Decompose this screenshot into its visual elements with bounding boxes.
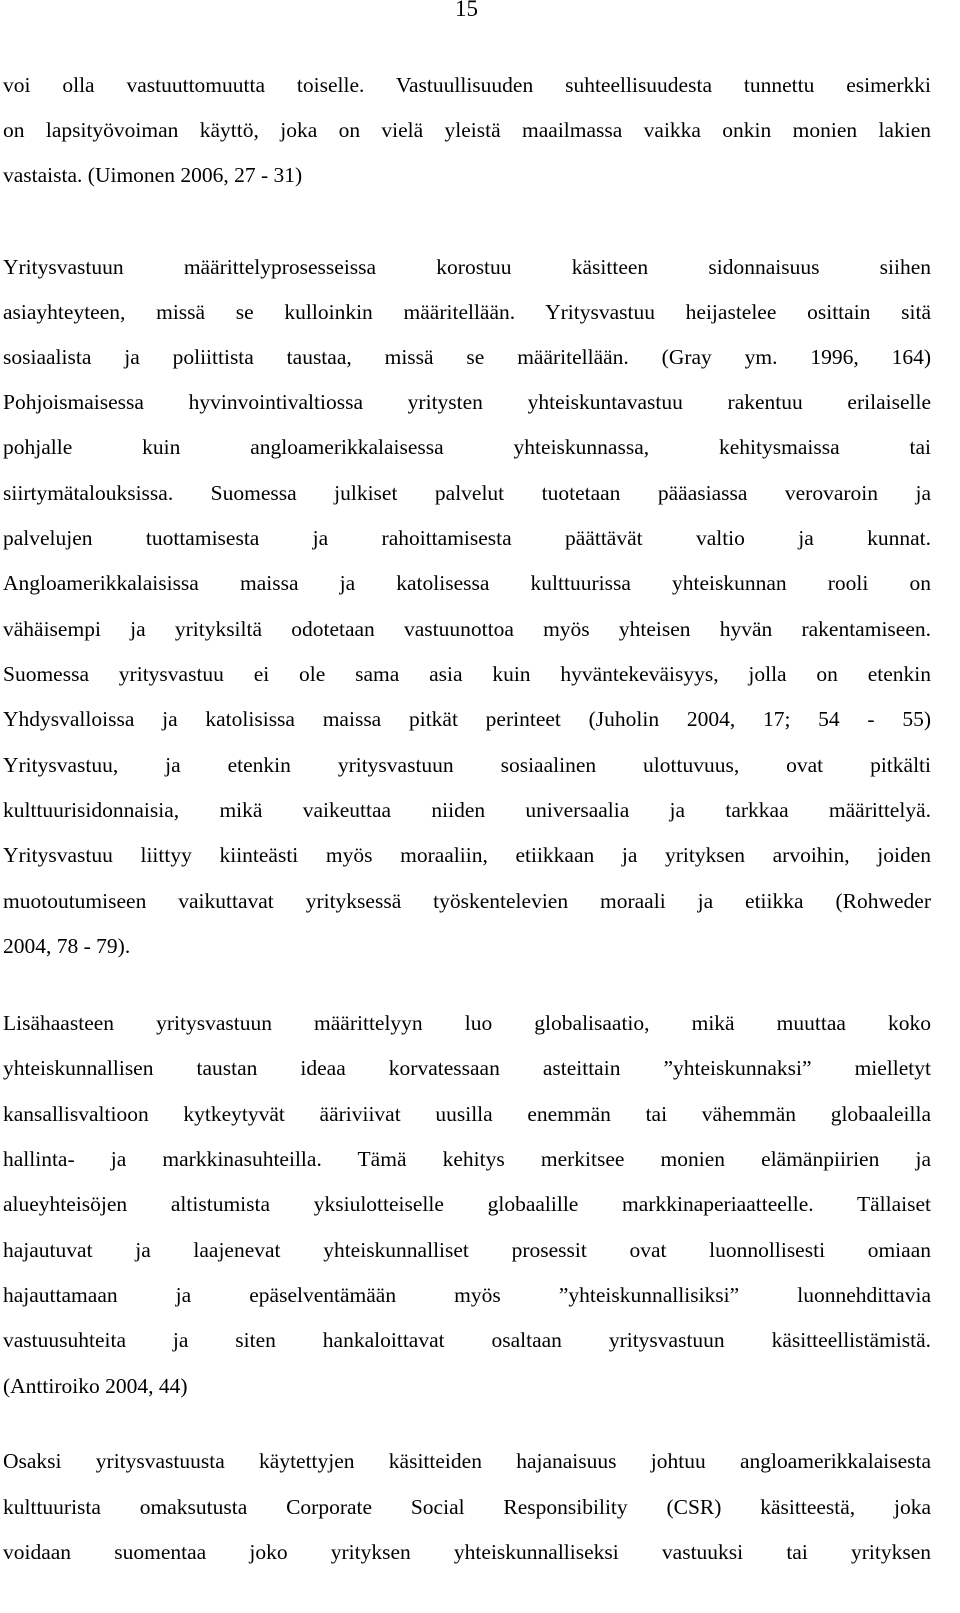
paragraph-2-line-7: palvelujen tuottamisesta ja rahoittamisesta päättävät valtio ja kunnat. — [3, 526, 931, 550]
paragraph-2-line-15: muotoutumiseen vaikuttavat yrityksessä työskentelevien moraali ja etiikka (Rohweder — [3, 889, 931, 913]
paragraph-3-line-2: yhteiskunnallisen taustan ideaa korvatessaan asteittain ”yhteiskunnaksi” mielletyt — [3, 1056, 931, 1080]
paragraph-2-line-12: Yritysvastuu, ja etenkin yritysvastuun sosiaalinen ulottuvuus, ovat pitkälti — [3, 753, 931, 777]
paragraph-2-line-11: Yhdysvalloissa ja katolisissa maissa pitkät perinteet (Juholin 2004, 17; 54 - 55) — [3, 707, 931, 731]
paragraph-3-line-3: kansallisvaltioon kytkeytyvät ääriviivat uusilla enemmän tai vähemmän globaaleilla — [3, 1102, 931, 1126]
paragraph-2-line-2: asiayhteyteen, missä se kulloinkin määritellään. Yritysvastuu heijastelee osittain sitä — [3, 300, 931, 324]
paragraph-2-line-5: pohjalle kuin angloamerikkalaisessa yhteiskunnassa, kehitysmaissa tai — [3, 435, 931, 459]
paragraph-2-line-6: siirtymätalouksissa. Suomessa julkiset palvelut tuotetaan pääasiassa verovaroin ja — [3, 481, 931, 505]
paragraph-2-line-8: Angloamerikkalaisissa maissa ja katolisessa kulttuurissa yhteiskunnan rooli on — [3, 571, 931, 595]
paragraph-4-line-1: Osaksi yritysvastuusta käytettyjen käsitteiden hajanaisuus johtuu angloamerikkalaisesta — [3, 1449, 931, 1473]
paragraph-3-line-4: hallinta- ja markkinasuhteilla. Tämä kehitys merkitsee monien elämänpiirien ja — [3, 1147, 931, 1171]
paragraph-1-line-3: vastaista. (Uimonen 2006, 27 - 31) — [3, 163, 303, 187]
paragraph-2-line-3: sosiaalista ja poliittista taustaa, missä se määritellään. (Gray ym. 1996, 164) — [3, 345, 931, 369]
paragraph-4-line-2: kulttuurista omaksutusta Corporate Social Responsibility (CSR) käsitteestä, joka — [3, 1495, 931, 1519]
paragraph-1-line-2: on lapsityövoiman käyttö, joka on vielä yleistä maailmassa vaikka onkin monien lakien — [3, 118, 931, 142]
paragraph-1-line-1: voi olla vastuuttomuutta toiselle. Vastuullisuuden suhteellisuudesta tunnettu esimerkki — [3, 73, 931, 97]
paragraph-2-line-10: Suomessa yritysvastuu ei ole sama asia kuin hyväntekeväisyys, jolla on etenkin — [3, 662, 931, 686]
paragraph-4-line-3: voidaan suomentaa joko yrityksen yhteiskunnalliseksi vastuuksi tai yrityksen — [3, 1540, 931, 1564]
paragraph-3-line-7: hajauttamaan ja epäselventämään myös ”yhteiskunnallisiksi” luonnehdittavia — [3, 1283, 931, 1307]
paragraph-2-line-4: Pohjoismaisessa hyvinvointivaltiossa yritysten yhteiskuntavastuu rakentuu erilaiselle — [3, 390, 931, 414]
paragraph-2-line-14: Yritysvastuu liittyy kiinteästi myös moraaliin, etiikkaan ja yrityksen arvoihin, joiden — [3, 843, 931, 867]
page-number: 15 — [455, 0, 478, 21]
paragraph-3-line-9: (Anttiroiko 2004, 44) — [3, 1374, 188, 1398]
paragraph-3-line-1: Lisähaasteen yritysvastuun määrittelyyn luo globalisaatio, mikä muuttaa koko — [3, 1011, 931, 1035]
paragraph-2-line-16: 2004, 78 - 79). — [3, 934, 131, 958]
paragraph-3-line-6: hajautuvat ja laajenevat yhteiskunnalliset prosessit ovat luonnollisesti omiaan — [3, 1238, 931, 1262]
paragraph-2-line-1: Yritysvastuun määrittelyprosesseissa korostuu käsitteen sidonnaisuus siihen — [3, 255, 931, 279]
paragraph-2-line-9: vähäisempi ja yrityksiltä odotetaan vastuunottoa myös yhteisen hyvän rakentamiseen. — [3, 617, 931, 641]
paragraph-3-line-8: vastuusuhteita ja siten hankaloittavat osaltaan yritysvastuun käsitteellistämistä. — [3, 1328, 931, 1352]
paragraph-2-line-13: kulttuurisidonnaisia, mikä vaikeuttaa niiden universaalia ja tarkkaa määrittelyä. — [3, 798, 931, 822]
paragraph-3-line-5: alueyhteisöjen altistumista yksiulotteiselle globaalille markkinaperiaatteelle. Tällaiset — [3, 1192, 931, 1216]
